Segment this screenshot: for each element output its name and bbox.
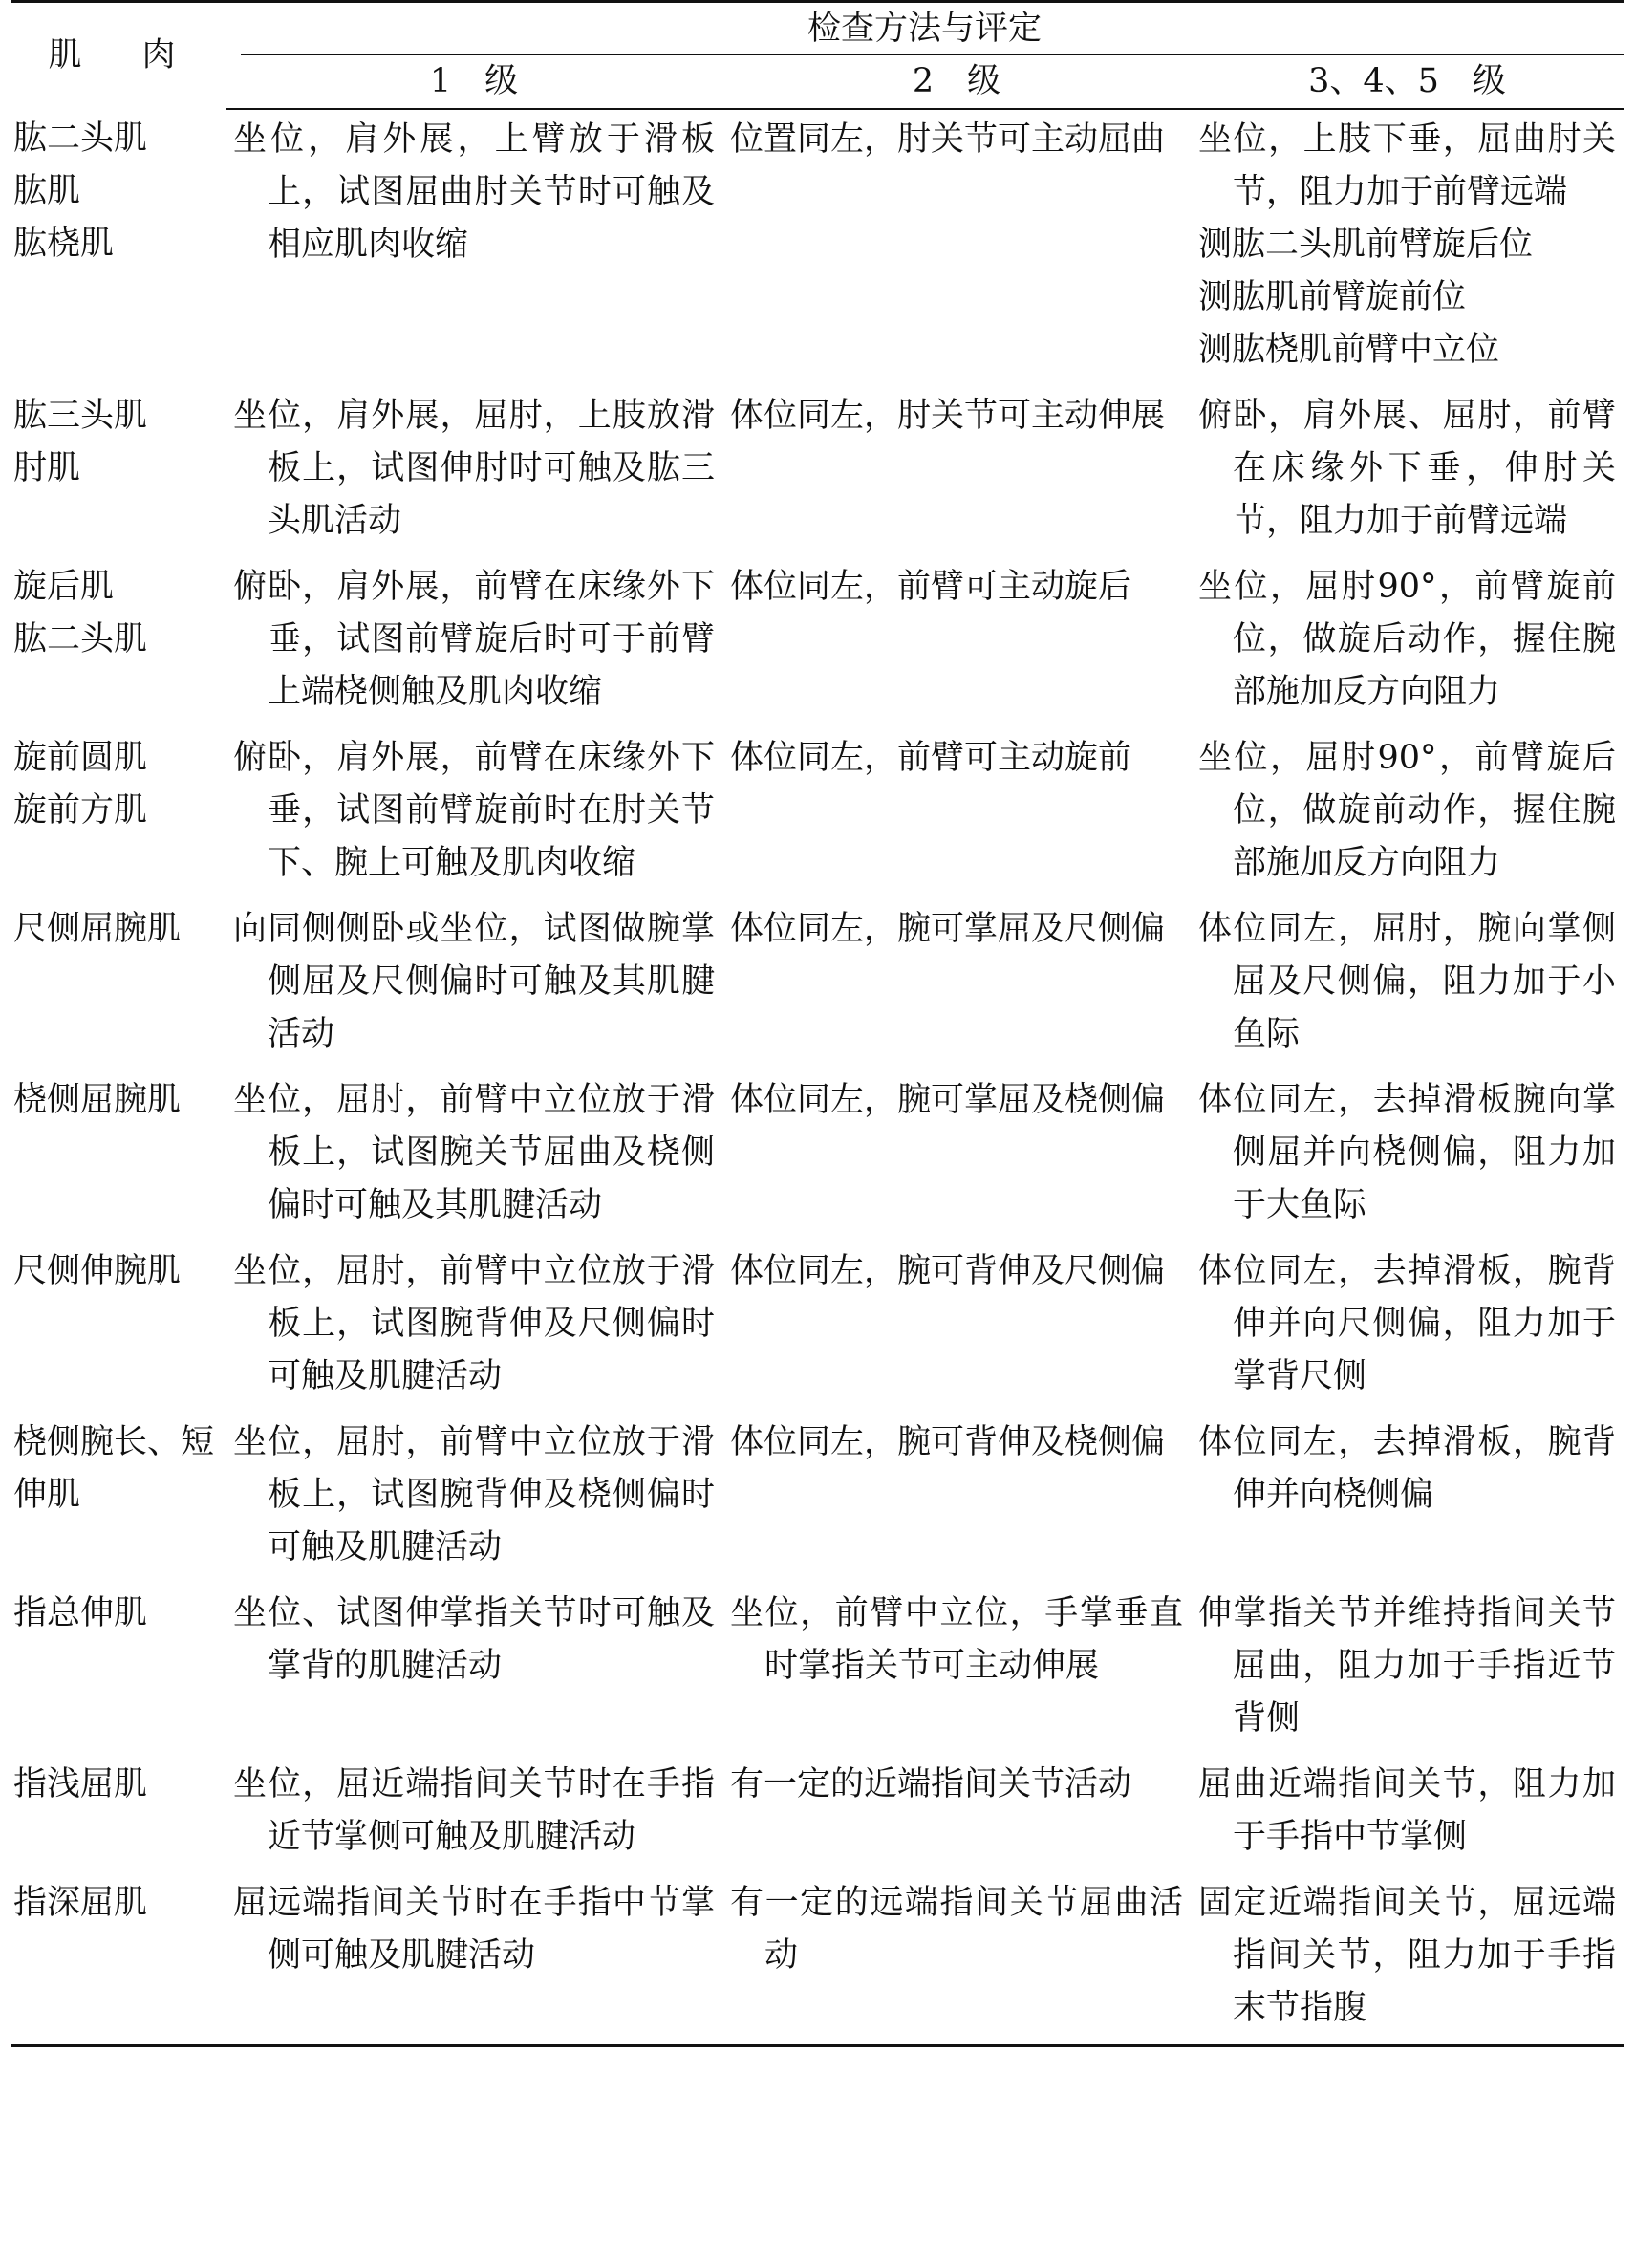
grade-3-4-5-text: 体位同左，去掉滑板腕向掌侧屈并向桡侧偏，阻力加于大鱼际 [1198,1081,1616,1224]
grade-2-cell [722,557,1191,728]
table-row [11,1873,1624,2046]
grade-1-cell [226,1873,722,2046]
table-row [11,1413,1624,1584]
header-muscle: 肌 肉 [11,2,226,110]
table-row [11,1242,1624,1413]
grade-3-4-5-cell [1191,109,1624,386]
grade-1-text: 坐位，屈近端指间关节时在手指近节掌侧可触及肌腱活动 [233,1765,715,1856]
muscle-cell [11,557,226,728]
table-row [11,728,1624,899]
grade-1-text: 坐位，屈肘，前臂中立位放于滑板上，试图腕背伸及桡侧偏时可触及肌腱活动 [233,1423,715,1566]
grade-1-cell [226,1413,722,1584]
header-method-group: 检查方法与评定 [226,2,1624,56]
grade-3-4-5-text: 伸掌指关节并维持指间关节屈曲，阻力加于手指近节背侧 [1198,1594,1616,1738]
grade-1-text: 向同侧侧卧或坐位，试图做腕掌侧屈及尺侧偏时可触及其肌腱活动 [233,910,715,1053]
muscle-name: 肱肌 [13,172,81,210]
muscle-cell [11,1070,226,1242]
grade-3-4-5-cell [1191,386,1624,557]
table-row [11,1070,1624,1242]
grade-1-text: 坐位，肩外展，屈肘，上肢放滑板上，试图伸肘时可触及肱三头肌活动 [233,397,715,540]
muscle-name: 桡侧屈腕肌 [13,1081,182,1119]
muscle-name: 肱桡肌 [13,225,115,263]
grade-1-cell [226,109,722,386]
grade-1-cell [226,1584,722,1755]
grade-1-cell [226,1070,722,1242]
muscle-cell [11,1755,226,1873]
grade-2-text: 坐位，前臂中立位，手掌垂直时掌指关节可主动伸展 [730,1594,1183,1685]
grade-1-cell [226,1755,722,1873]
grade-3-4-5-text: 体位同左，去掉滑板，腕背伸并向尺侧偏，阻力加于掌背尺侧 [1198,1252,1616,1395]
grade-3-4-5-cell [1191,1242,1624,1413]
grade-3-4-5-text: 坐位，屈肘90°，前臂旋后位，做旋前动作，握住腕部施加反方向阻力 [1198,739,1616,882]
muscle-name: 肱三头肌 [13,397,148,435]
muscle-name: 肱二头肌 [13,119,148,158]
muscle-test-table [11,0,1624,2047]
muscle-name: 旋后肌 [13,568,115,606]
grade-1-text: 俯卧，肩外展，前臂在床缘外下垂，试图前臂旋前时在肘关节下、腕上可触及肌肉收缩 [233,739,715,882]
grade-3-4-5-text: 体位同左，屈肘，腕向掌侧屈及尺侧偏，阻力加于小鱼际 [1198,910,1616,1053]
grade-1-cell [226,1242,722,1413]
grade-1-text: 屈远端指间关节时在手指中节掌侧可触及肌腱活动 [233,1884,715,1975]
grade-2-cell [722,386,1191,557]
grade-1-text: 俯卧，肩外展，前臂在床缘外下垂，试图前臂旋后时可于前臂上端桡侧触及肌肉收缩 [233,568,715,711]
muscle-cell [11,1242,226,1413]
header-grade-2: 2 级 [722,55,1191,109]
grade-1-text: 坐位，屈肘，前臂中立位放于滑板上，试图腕关节屈曲及桡侧偏时可触及其肌腱活动 [233,1081,715,1224]
grade-2-cell [722,899,1191,1070]
grade-3-4-5-text: 坐位，屈肘90°，前臂旋前位，做旋后动作，握住腕部施加反方向阻力 [1198,568,1616,711]
grade-2-text: 位置同左，肘关节可主动屈曲 [730,120,1166,159]
grade-3-4-5-cell [1191,1755,1624,1873]
table-body [11,109,1624,2046]
grade-1-cell [226,899,722,1070]
grade-1-text: 坐位，肩外展，上臂放于滑板上，试图屈曲肘关节时可触及相应肌肉收缩 [233,120,715,264]
grade-3-4-5-text: 测肱肌前臂旋前位 [1198,278,1467,316]
muscle-name: 桡侧腕长、短伸肌 [13,1423,215,1514]
muscle-cell [11,899,226,1070]
table-row [11,899,1624,1070]
muscle-cell [11,386,226,557]
muscle-name: 旋前圆肌 [13,739,148,777]
table-row [11,1584,1624,1755]
table-row [11,1755,1624,1873]
grade-2-text: 体位同左，腕可背伸及桡侧偏 [730,1423,1166,1461]
grade-3-4-5-text: 固定近端指间关节，屈远端指间关节，阻力加于手指末节指腹 [1198,1884,1616,2027]
muscle-cell [11,1873,226,2046]
muscle-cell [11,109,226,386]
grade-3-4-5-cell [1191,1413,1624,1584]
grade-2-cell [722,1413,1191,1584]
grade-2-text: 体位同左，前臂可主动旋后 [730,568,1132,606]
grade-3-4-5-cell [1191,1873,1624,2046]
grade-1-cell [226,728,722,899]
grade-2-text: 体位同左，腕可掌屈及尺侧偏 [730,910,1166,948]
grade-3-4-5-text: 坐位，上肢下垂，屈曲肘关节，阻力加于前臂远端 [1198,120,1616,211]
muscle-name: 尺侧伸腕肌 [13,1252,182,1290]
grade-2-cell [722,1755,1191,1873]
grade-2-cell [722,1242,1191,1413]
table-row [11,386,1624,557]
grade-2-cell [722,1070,1191,1242]
muscle-name: 指深屈肌 [13,1884,148,1922]
grade-3-4-5-text: 测肱桡肌前臂中立位 [1198,331,1500,369]
grade-3-4-5-cell [1191,1070,1624,1242]
grade-1-cell [226,557,722,728]
grade-1-text: 坐位，屈肘，前臂中立位放于滑板上，试图腕背伸及尺侧偏时可触及肌腱活动 [233,1252,715,1395]
grade-3-4-5-text: 体位同左，去掉滑板，腕背伸并向桡侧偏 [1198,1423,1616,1514]
muscle-name: 指浅屈肌 [13,1765,148,1804]
table-row [11,109,1624,386]
grade-1-cell [226,386,722,557]
grade-2-cell [722,1584,1191,1755]
muscle-cell [11,1413,226,1584]
grade-3-4-5-text: 俯卧，肩外展、屈肘，前臂在床缘外下垂，伸肘关节，阻力加于前臂远端 [1198,397,1616,540]
table-row [11,557,1624,728]
header-grade-1: 1 级 [226,55,722,109]
grade-3-4-5-text: 测肱二头肌前臂旋后位 [1198,226,1534,264]
grade-2-cell [722,728,1191,899]
grade-2-text: 体位同左，肘关节可主动伸展 [730,397,1166,435]
grade-3-4-5-cell [1191,557,1624,728]
muscle-name: 尺侧屈腕肌 [13,910,182,948]
grade-3-4-5-cell [1191,899,1624,1070]
muscle-name: 肱二头肌 [13,620,148,659]
table-header [11,2,1624,110]
grade-2-cell [722,109,1191,386]
grade-2-cell [722,1873,1191,2046]
grade-2-text: 体位同左，前臂可主动旋前 [730,739,1132,777]
grade-3-4-5-text: 屈曲近端指间关节，阻力加于手指中节掌侧 [1198,1765,1616,1856]
muscle-cell [11,728,226,899]
grade-1-text: 坐位、试图伸掌指关节时可触及掌背的肌腱活动 [233,1594,715,1685]
grade-2-text: 有一定的近端指间关节活动 [730,1765,1132,1804]
header-grade-3-4-5: 3、4、5 级 [1191,55,1624,109]
grade-3-4-5-cell [1191,1584,1624,1755]
muscle-name: 指总伸肌 [13,1594,148,1632]
muscle-name: 肘肌 [13,449,81,487]
grade-2-text: 有一定的远端指间关节屈曲活动 [730,1884,1183,1975]
muscle-cell [11,1584,226,1755]
grade-3-4-5-cell [1191,728,1624,899]
muscle-name: 旋前方肌 [13,791,148,830]
grade-2-text: 体位同左，腕可掌屈及桡侧偏 [730,1081,1166,1119]
grade-2-text: 体位同左，腕可背伸及尺侧偏 [730,1252,1166,1290]
